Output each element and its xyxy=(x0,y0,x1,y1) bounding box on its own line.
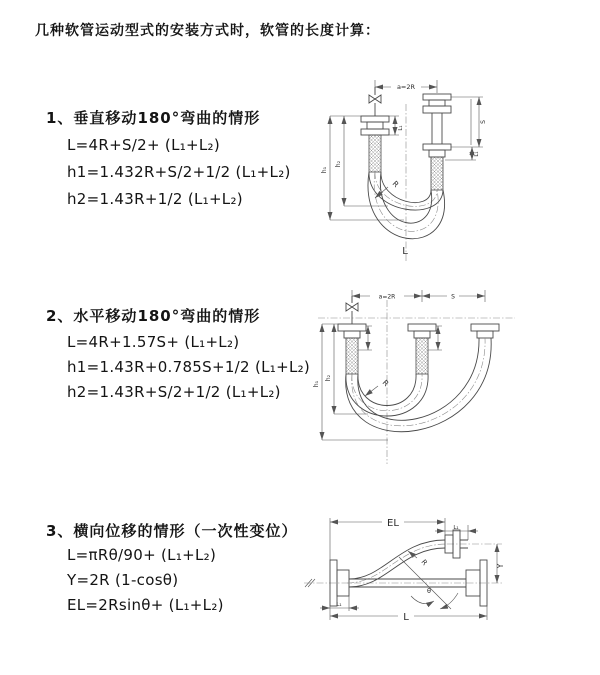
label-r: R xyxy=(390,179,401,190)
section-2-heading: 2、水平移动180°弯曲的情形 xyxy=(46,307,261,325)
section-3-formula-l: L=πRθ/90+ (L₁+L₂) xyxy=(67,546,217,564)
left-pipe xyxy=(338,296,366,374)
dimension-l1-left xyxy=(383,116,404,135)
dim-l1-right-label: L₁ xyxy=(474,151,480,157)
dim-h1-label: h₁ xyxy=(321,166,328,174)
section-1-heading: 1、垂直移动180°弯曲的情形 xyxy=(46,109,261,127)
dimension-l1-left xyxy=(320,596,359,611)
dim-a2r-label: a=2R xyxy=(396,83,416,91)
dimension-s xyxy=(451,97,487,147)
section-2-formula-h2: h2=1.43R+S/2+1/2 (L₁+L₂) xyxy=(67,383,281,401)
diagram-lateral-displacement xyxy=(298,498,574,650)
dim-h2-label: h₂ xyxy=(325,374,332,382)
label-l: L xyxy=(402,246,408,257)
section-2-formula-l: L=4R+1.57S+ (L₁+L₂) xyxy=(67,333,240,351)
dim-s-label: S xyxy=(451,293,455,301)
right-pipe xyxy=(423,94,451,190)
dim-l1-left-label: L₁ xyxy=(336,602,342,608)
left-pipe xyxy=(361,87,389,172)
label-r: R xyxy=(419,558,429,568)
dim-h2-label: h₂ xyxy=(335,160,342,168)
valve-icon xyxy=(346,303,358,311)
dimension-a2r xyxy=(375,80,437,94)
dimension-el xyxy=(330,515,445,560)
dim-y-label: Y xyxy=(496,563,505,569)
section-3-heading: 3、横向位移的情形（一次性变位） xyxy=(46,522,298,540)
section-1-formula-h1: h1=1.432R+S/2+1/2 (L₁+L₂) xyxy=(67,163,291,181)
dim-s-label: S xyxy=(480,120,487,124)
dimension-l xyxy=(330,606,487,623)
valve-icon xyxy=(369,95,381,103)
section-2-formula-h1: h1=1.43R+0.785S+1/2 (L₁+L₂) xyxy=(67,358,311,376)
section-1-formula-h2: h2=1.43R+1/2 (L₁+L₂) xyxy=(67,190,243,208)
dimension-y xyxy=(496,544,505,583)
section-3-formula-y: Y=2R (1-cosθ) xyxy=(67,571,179,589)
diagram-horizontal-180-bend xyxy=(310,282,550,467)
diagram-vertical-180-bend xyxy=(312,70,538,266)
hose-displaced xyxy=(347,540,447,587)
label-r: R xyxy=(380,378,391,389)
dim-l1-left-label: L₁ xyxy=(398,125,404,131)
right-pipe xyxy=(471,324,499,338)
dim-el-label: EL xyxy=(387,518,399,529)
radius-callout xyxy=(375,179,401,198)
section-3-formula-el: EL=2Rsinθ+ (L₁+L₂) xyxy=(67,596,224,614)
dim-l1-top-label: L₁ xyxy=(453,525,459,531)
page-title: 几种软管运动型式的安装方式时，软管的长度计算： xyxy=(35,23,380,39)
middle-pipe xyxy=(408,324,436,374)
section-1-formula-l: L=4R+S/2+ (L₁+L₂) xyxy=(67,136,221,154)
dimension-l1-top xyxy=(435,525,478,540)
dim-a2r-label: a=2R xyxy=(378,293,396,301)
label-theta: θ xyxy=(427,587,431,595)
dim-l-label: L xyxy=(403,612,409,623)
dimension-s xyxy=(422,291,485,301)
dimension-l1-right xyxy=(445,147,480,160)
dim-h1-label: h₁ xyxy=(313,380,320,388)
